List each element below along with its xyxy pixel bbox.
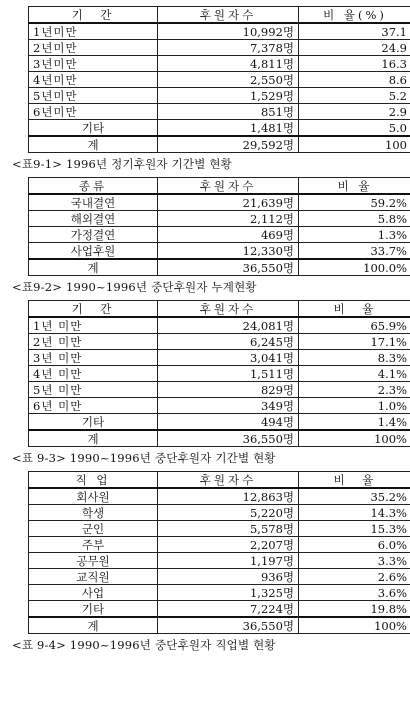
- header-occupation: 직 업: [29, 472, 158, 489]
- row-count: 349명: [158, 398, 299, 414]
- row-label: 2년미만: [29, 40, 158, 56]
- header-ratio: 비 율: [299, 472, 410, 489]
- table-header-row: [29, 7, 410, 24]
- row-ratio: 8.3%: [299, 350, 410, 366]
- row-count: 7,224명: [158, 601, 299, 618]
- row-count: 2,112명: [158, 211, 299, 227]
- total-row: [29, 136, 410, 153]
- table-header-row: [29, 178, 410, 195]
- row-label: 학생: [29, 505, 158, 521]
- header-ratio: 비 율(%): [299, 7, 410, 24]
- header-donors: 후원자수: [158, 178, 299, 195]
- header-ratio: 비 율: [299, 178, 410, 195]
- table-row: [29, 243, 410, 260]
- table-row: [29, 317, 410, 334]
- row-label: 3년미만: [29, 56, 158, 72]
- row-count: 1,511명: [158, 366, 299, 382]
- row-label: 해외결연: [29, 211, 158, 227]
- table-row: [29, 104, 410, 120]
- table-row: [29, 537, 410, 553]
- header-ratio: 비 율: [299, 301, 410, 318]
- table-row: [29, 398, 410, 414]
- row-label: 기타: [29, 601, 158, 618]
- row-ratio: 1.3%: [299, 227, 410, 243]
- table-row: [29, 350, 410, 366]
- row-count: 4,811명: [158, 56, 299, 72]
- row-label: 3년 미만: [29, 350, 158, 366]
- table-row: [29, 382, 410, 398]
- table-9-1: [28, 6, 410, 153]
- row-count: 494명: [158, 414, 299, 431]
- row-count: 10,992명: [158, 23, 299, 40]
- row-label: 5년 미만: [29, 382, 158, 398]
- total-ratio: 100%: [299, 430, 410, 447]
- row-label: 2년 미만: [29, 334, 158, 350]
- row-label: 4년미만: [29, 72, 158, 88]
- row-ratio: 65.9%: [299, 317, 410, 334]
- total-row: [29, 617, 410, 634]
- row-count: 21,639명: [158, 194, 299, 211]
- table-row: [29, 585, 410, 601]
- table-row: [29, 569, 410, 585]
- row-label: 사업: [29, 585, 158, 601]
- row-count: 2,550명: [158, 72, 299, 88]
- row-label: 주부: [29, 537, 158, 553]
- total-label: 계: [29, 259, 158, 276]
- row-ratio: 24.9: [299, 40, 410, 56]
- row-ratio: 33.7%: [299, 243, 410, 260]
- row-ratio: 6.0%: [299, 537, 410, 553]
- table-row: [29, 72, 410, 88]
- row-count: 5,220명: [158, 505, 299, 521]
- total-count: 36,550명: [158, 617, 299, 634]
- table-row: [29, 414, 410, 431]
- total-row: [29, 259, 410, 276]
- row-count: 936명: [158, 569, 299, 585]
- row-label: 6년미만: [29, 104, 158, 120]
- row-count: 1,197명: [158, 553, 299, 569]
- table-row: [29, 56, 410, 72]
- header-period: 기 간: [29, 7, 158, 24]
- total-count: 36,550명: [158, 430, 299, 447]
- row-ratio: 5.2: [299, 88, 410, 104]
- row-label: 공무원: [29, 553, 158, 569]
- row-count: 7,378명: [158, 40, 299, 56]
- total-label: 계: [29, 136, 158, 153]
- total-count: 36,550명: [158, 259, 299, 276]
- header-type: 종류: [29, 178, 158, 195]
- row-label: 회사원: [29, 488, 158, 505]
- row-ratio: 2.3%: [299, 382, 410, 398]
- row-ratio: 8.6: [299, 72, 410, 88]
- table-row: [29, 366, 410, 382]
- row-label: 4년 미만: [29, 366, 158, 382]
- table-caption: <표9-1> 1996년 정기후원자 기간별 현황: [12, 157, 232, 171]
- row-count: 1,529명: [158, 88, 299, 104]
- row-ratio: 35.2%: [299, 488, 410, 505]
- row-count: 12,863명: [158, 488, 299, 505]
- row-label: 5년미만: [29, 88, 158, 104]
- row-label: 국내결연: [29, 194, 158, 211]
- row-count: 5,578명: [158, 521, 299, 537]
- row-ratio: 5.8%: [299, 211, 410, 227]
- row-label: 사업후원: [29, 243, 158, 260]
- table-row: [29, 211, 410, 227]
- row-count: 2,207명: [158, 537, 299, 553]
- total-label: 계: [29, 617, 158, 634]
- row-ratio: 37.1: [299, 23, 410, 40]
- row-label: 기타: [29, 120, 158, 137]
- total-label: 계: [29, 430, 158, 447]
- row-count: 6,245명: [158, 334, 299, 350]
- table-row: [29, 553, 410, 569]
- table-9-4: [28, 471, 410, 634]
- table-row: [29, 88, 410, 104]
- row-ratio: 4.1%: [299, 366, 410, 382]
- row-ratio: 1.4%: [299, 414, 410, 431]
- table-row: [29, 601, 410, 618]
- row-label: 6년 미만: [29, 398, 158, 414]
- total-count: 29,592명: [158, 136, 299, 153]
- row-count: 829명: [158, 382, 299, 398]
- table-row: [29, 40, 410, 56]
- row-count: 3,041명: [158, 350, 299, 366]
- header-donors: 후원자수: [158, 472, 299, 489]
- row-ratio: 2.9: [299, 104, 410, 120]
- row-ratio: 19.8%: [299, 601, 410, 618]
- table-row: [29, 521, 410, 537]
- row-label: 1년 미만: [29, 317, 158, 334]
- row-ratio: 3.3%: [299, 553, 410, 569]
- row-count: 1,481명: [158, 120, 299, 137]
- row-label: 1년미만: [29, 23, 158, 40]
- table-caption: <표9-2> 1990~1996년 중단후원자 누계현황: [12, 280, 257, 294]
- row-count: 24,081명: [158, 317, 299, 334]
- table-row: [29, 23, 410, 40]
- table-row: [29, 194, 410, 211]
- table-row: [29, 488, 410, 505]
- row-ratio: 3.6%: [299, 585, 410, 601]
- table-9-2: [28, 177, 410, 276]
- total-ratio: 100.0%: [299, 259, 410, 276]
- table-row: [29, 227, 410, 243]
- table-row: [29, 505, 410, 521]
- row-label: 기타: [29, 414, 158, 431]
- table-row: [29, 120, 410, 137]
- table-header-row: [29, 301, 410, 318]
- row-ratio: 5.0: [299, 120, 410, 137]
- row-count: 851명: [158, 104, 299, 120]
- table-9-3: [28, 300, 410, 447]
- row-ratio: 59.2%: [299, 194, 410, 211]
- row-ratio: 17.1%: [299, 334, 410, 350]
- row-ratio: 14.3%: [299, 505, 410, 521]
- row-ratio: 1.0%: [299, 398, 410, 414]
- total-row: [29, 430, 410, 447]
- row-count: 12,330명: [158, 243, 299, 260]
- row-label: 군인: [29, 521, 158, 537]
- table-caption: <표 9-4> 1990~1996년 중단후원자 직업별 현황: [12, 638, 276, 652]
- header-donors: 후원자수: [158, 7, 299, 24]
- row-ratio: 2.6%: [299, 569, 410, 585]
- table-header-row: [29, 472, 410, 489]
- row-ratio: 15.3%: [299, 521, 410, 537]
- row-ratio: 16.3: [299, 56, 410, 72]
- row-label: 가정결연: [29, 227, 158, 243]
- header-donors: 후원자수: [158, 301, 299, 318]
- row-count: 469명: [158, 227, 299, 243]
- row-label: 교직원: [29, 569, 158, 585]
- row-count: 1,325명: [158, 585, 299, 601]
- header-period: 기 간: [29, 301, 158, 318]
- table-caption: <표 9-3> 1990~1996년 중단후원자 기간별 현황: [12, 451, 276, 465]
- total-ratio: 100: [299, 136, 410, 153]
- total-ratio: 100%: [299, 617, 410, 634]
- table-row: [29, 334, 410, 350]
